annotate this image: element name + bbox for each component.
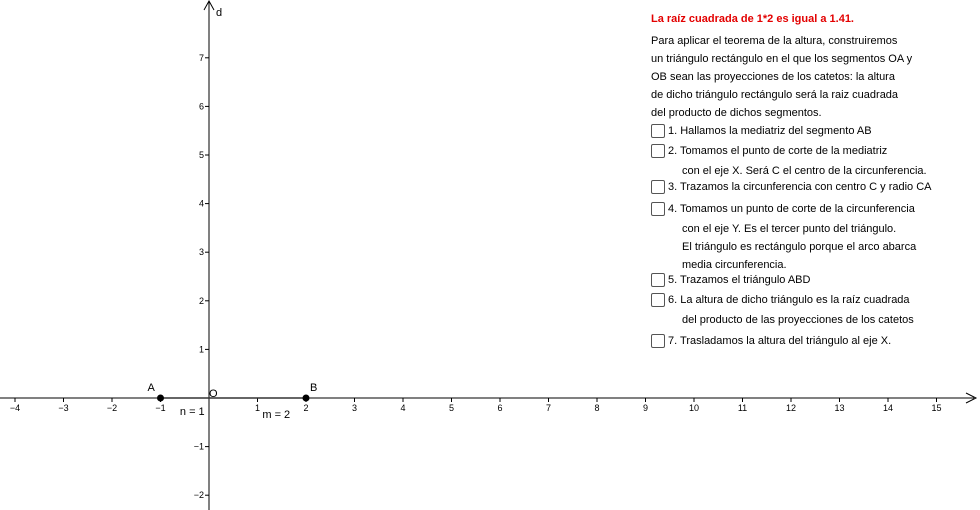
x-tick-label: −1: [155, 403, 166, 413]
step-7-label: 7. Trasladamos la altura del triángulo al eje X.: [668, 335, 892, 347]
step-2-label: 2. Tomamos el punto de corte de la mediatriz: [668, 145, 888, 157]
step-6-label: 6. La altura de dicho triángulo es la raíz cuadrada: [668, 294, 910, 306]
step-1-checkbox[interactable]: [651, 124, 665, 138]
x-tick-label: 3: [351, 403, 358, 413]
y-tick-label: −2: [193, 490, 204, 501]
step-5-checkbox[interactable]: [651, 273, 665, 287]
y-tick-label: 2: [198, 295, 204, 306]
y-tick-label: 4: [198, 198, 204, 209]
info-panel: [651, 10, 971, 122]
x-tick-label: 1: [254, 403, 261, 413]
x-tick-label: 5: [448, 403, 455, 413]
x-tick-label: −4: [9, 403, 21, 413]
x-tick-label: 12: [785, 403, 797, 413]
y-tick-label: 5: [198, 150, 204, 160]
step-2-continuation: con el eje X. Será C el centro de la circunferencia.: [682, 165, 927, 177]
step-6-continuation: del producto de las proyecciones de los catetos: [682, 314, 914, 326]
x-tick-label: 8: [594, 403, 600, 413]
result-title: La raíz cuadrada de 1*2 es igual a 1.41.: [651, 13, 854, 25]
x-tick-label: 6: [497, 403, 503, 413]
x-tick-label: 10: [688, 403, 700, 413]
step-7-checkbox[interactable]: [651, 334, 665, 348]
x-tick-label: 7: [545, 403, 552, 413]
step-4-continuation: El triángulo es rectángulo porque el arco abarca: [682, 241, 917, 253]
step-4-continuation: media circunferencia.: [682, 259, 787, 271]
y-tick-label: −1: [193, 441, 204, 452]
x-tick-label: −3: [58, 403, 69, 413]
step-2-checkbox[interactable]: [651, 144, 665, 158]
step-5-label: 5. Trazamos el triángulo ABD: [668, 274, 811, 286]
x-tick-label: 13: [834, 403, 845, 413]
segment-label-n: n = 1: [179, 406, 205, 418]
segment-label-m: m = 2: [262, 409, 291, 421]
y-tick-label: 3: [198, 247, 204, 258]
x-tick-label: 15: [931, 403, 942, 413]
x-tick-label: 4: [400, 403, 406, 413]
x-tick-label: 14: [882, 403, 894, 413]
x-tick-label: −2: [106, 403, 118, 413]
intro-text: Para aplicar el teorema de la altura, construiremos un triángulo rectángulo en el que los segmentos OA y OB sean las proyecciones de los catetos: la altura de dicho triángulo rectángulo será la raiz cuadrada del producto de dichos segmentos.: [651, 35, 913, 119]
y-axis-label: d: [216, 7, 223, 19]
x-tick-label: 2: [303, 403, 309, 413]
origin-label: O: [209, 388, 218, 400]
step-4-label: 4. Tomamos un punto de corte de la circunferencia: [668, 203, 915, 215]
step-3-checkbox[interactable]: [651, 180, 665, 194]
y-tick-label: 6: [198, 101, 204, 112]
step-6-checkbox[interactable]: [651, 293, 665, 307]
x-tick-label: 11: [737, 403, 748, 413]
point-label-b: B: [310, 382, 318, 394]
step-4-continuation: con el eje Y. Es el tercer punto del triángulo.: [682, 223, 897, 235]
step-1-label: 1. Hallamos la mediatriz del segmento AB: [668, 125, 872, 137]
y-tick-label: 7: [198, 52, 204, 63]
x-tick-label: 9: [642, 403, 649, 413]
point-label-a: A: [147, 382, 155, 394]
point-a[interactable]: [157, 395, 164, 402]
point-b[interactable]: [303, 395, 310, 402]
step-3-label: 3. Trazamos la circunferencia con centro C y radio CA: [668, 181, 932, 193]
step-4-checkbox[interactable]: [651, 202, 665, 216]
y-tick-label: 1: [198, 344, 204, 355]
